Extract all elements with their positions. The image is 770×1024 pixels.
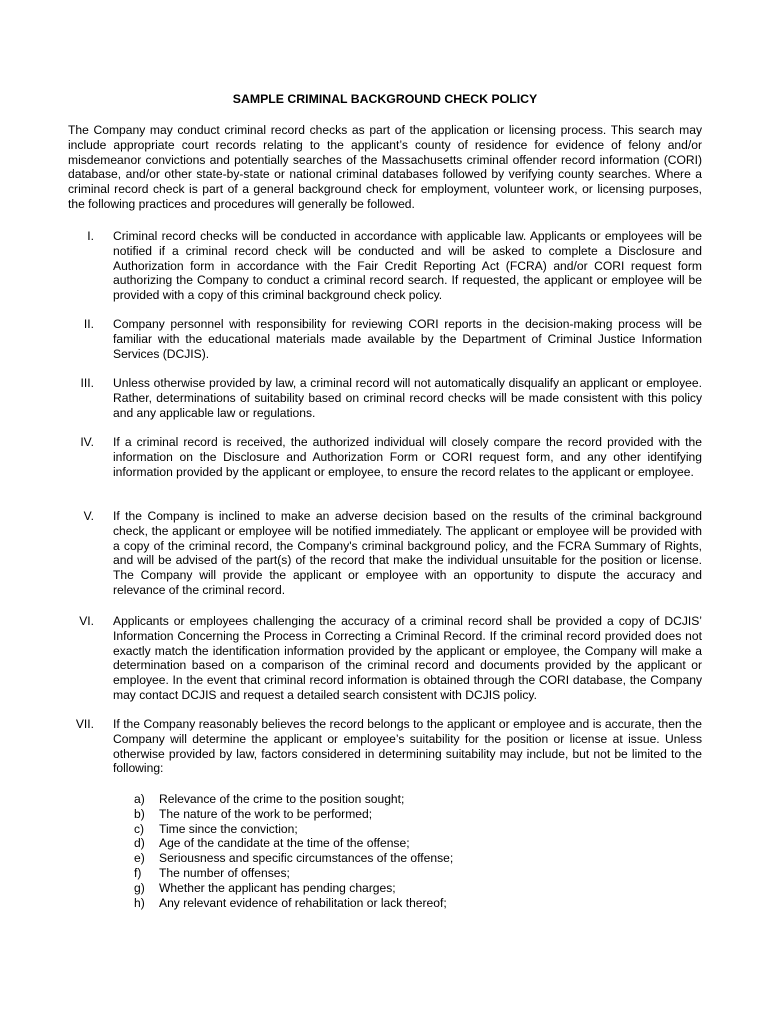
list-item bbox=[134, 807, 634, 822]
list-item bbox=[134, 792, 634, 807]
factor-text: Seriousness and specific circumstances of the offense; bbox=[159, 851, 454, 866]
list-item bbox=[134, 851, 634, 866]
item-numeral: VII. bbox=[75, 717, 94, 731]
item-numeral: V. bbox=[83, 509, 94, 523]
item-numeral: I. bbox=[87, 229, 94, 243]
factor-letter: b) bbox=[134, 806, 145, 821]
list-item bbox=[134, 881, 634, 896]
item-text: If the Company is inclined to make an adverse decision based on the results of the criminal background check, the applicant or employee will be notified immediately. The applicant or employee will be provided with a copy of the criminal record, the Company's criminal background policy, and the FCRA Summary of Rights, and will be advised of the part(s) of the record that make the individual unsuitable for the position or license. The Company will provide the applicant or employee with an opportunity to dispute the accuracy and relevance of the criminal record. bbox=[113, 509, 702, 597]
factor-text: The number of offenses; bbox=[159, 865, 290, 880]
item-text: If a criminal record is received, the authorized individual will closely compare the record provided with the information on the Disclosure and Authorization Form or CORI request form, and any other identifying information provided by the applicant or employee, to ensure the record relates to the applicant or employee. bbox=[113, 435, 702, 479]
factor-letter: a) bbox=[134, 792, 145, 806]
factor-text: The nature of the work to be performed; bbox=[159, 806, 373, 821]
factor-text: Time since the conviction; bbox=[159, 821, 298, 836]
item-text: If the Company reasonably believes the record belongs to the applicant or employee and is accurate, then the Company will determine the applicant or employee’s suitability for the position or license at issue. Unless otherwise provided by law, factors considered in determining suitability may include, but not be limited to the following: bbox=[113, 717, 702, 776]
factor-letter: c) bbox=[134, 821, 145, 836]
factor-text: Age of the candidate at the time of the offense; bbox=[159, 836, 410, 851]
factor-letter: f) bbox=[134, 865, 142, 880]
list-item bbox=[134, 822, 634, 837]
item-text: Unless otherwise provided by law, a criminal record will not automatically disqualify an applicant or employee. Rather, determinations of suitability based on criminal record checks will be made consistent with this policy and any applicable law or regulations. bbox=[113, 376, 702, 420]
item-numeral: II. bbox=[83, 317, 94, 331]
suitability-factors-list bbox=[134, 792, 634, 910]
factor-text: Any relevant evidence of rehabilitation or lack thereof; bbox=[159, 895, 447, 910]
list-item bbox=[134, 896, 634, 911]
intro-paragraph: The Company may conduct criminal record checks as part of the application or licensing process. This search may include appropriate court records relating to the applicant’s county of residence for evidence of felony and/or misdemeanor convictions and potentially searches of the Massachusetts criminal offender record information (CORI) database, and/or other state-by-state or national criminal databases followed by verifying county searches. Where a criminal record check is part of a general background check for employment, volunteer work, or licensing purposes, the following practices and procedures will generally be followed. bbox=[68, 123, 702, 211]
list-item bbox=[134, 866, 634, 881]
factor-letter: h) bbox=[134, 895, 145, 910]
factor-letter: e) bbox=[134, 851, 145, 866]
page-title: SAMPLE CRIMINAL BACKGROUND CHECK POLICY bbox=[232, 92, 538, 106]
item-numeral: VI. bbox=[79, 614, 94, 628]
list-item bbox=[134, 836, 634, 851]
factor-text: Relevance of the crime to the position sought; bbox=[159, 792, 405, 806]
item-text: Applicants or employees challenging the accuracy of a criminal record shall be provided a copy of DCJIS’ Information Concerning the Process in Correcting a Criminal Record. If the criminal record provided does not exactly match the identification information provided by the applicant or employee, the Company will make a determination based on a comparison of the criminal record and documents provided by the applicant or employee. In the event that criminal record information is obtained through the CORI database, the Company may contact DCJIS and request a detailed search consistent with DCJIS policy. bbox=[113, 614, 702, 702]
item-numeral: III. bbox=[80, 376, 94, 390]
item-text: Company personnel with responsibility for reviewing CORI reports in the decision-making process will be familiar with the educational materials made available by the Department of Criminal Justice Information Services (DCJIS). bbox=[113, 317, 702, 361]
item-text: Criminal record checks will be conducted in accordance with applicable law. Applicants or employees will be notified if a criminal record check will be conducted and will be asked to complete a Disclosure and Authorization form in accordance with the Fair Credit Reporting Act (FCRA) and/or CORI request form authorizing the Company to conduct a criminal record search. If requested, the applicant or employee will be provided with a copy of this criminal background check policy. bbox=[113, 229, 702, 303]
factor-letter: d) bbox=[134, 836, 145, 851]
item-numeral: IV. bbox=[80, 435, 94, 449]
factor-text: Whether the applicant has pending charges; bbox=[159, 880, 396, 895]
factor-letter: g) bbox=[134, 880, 145, 895]
